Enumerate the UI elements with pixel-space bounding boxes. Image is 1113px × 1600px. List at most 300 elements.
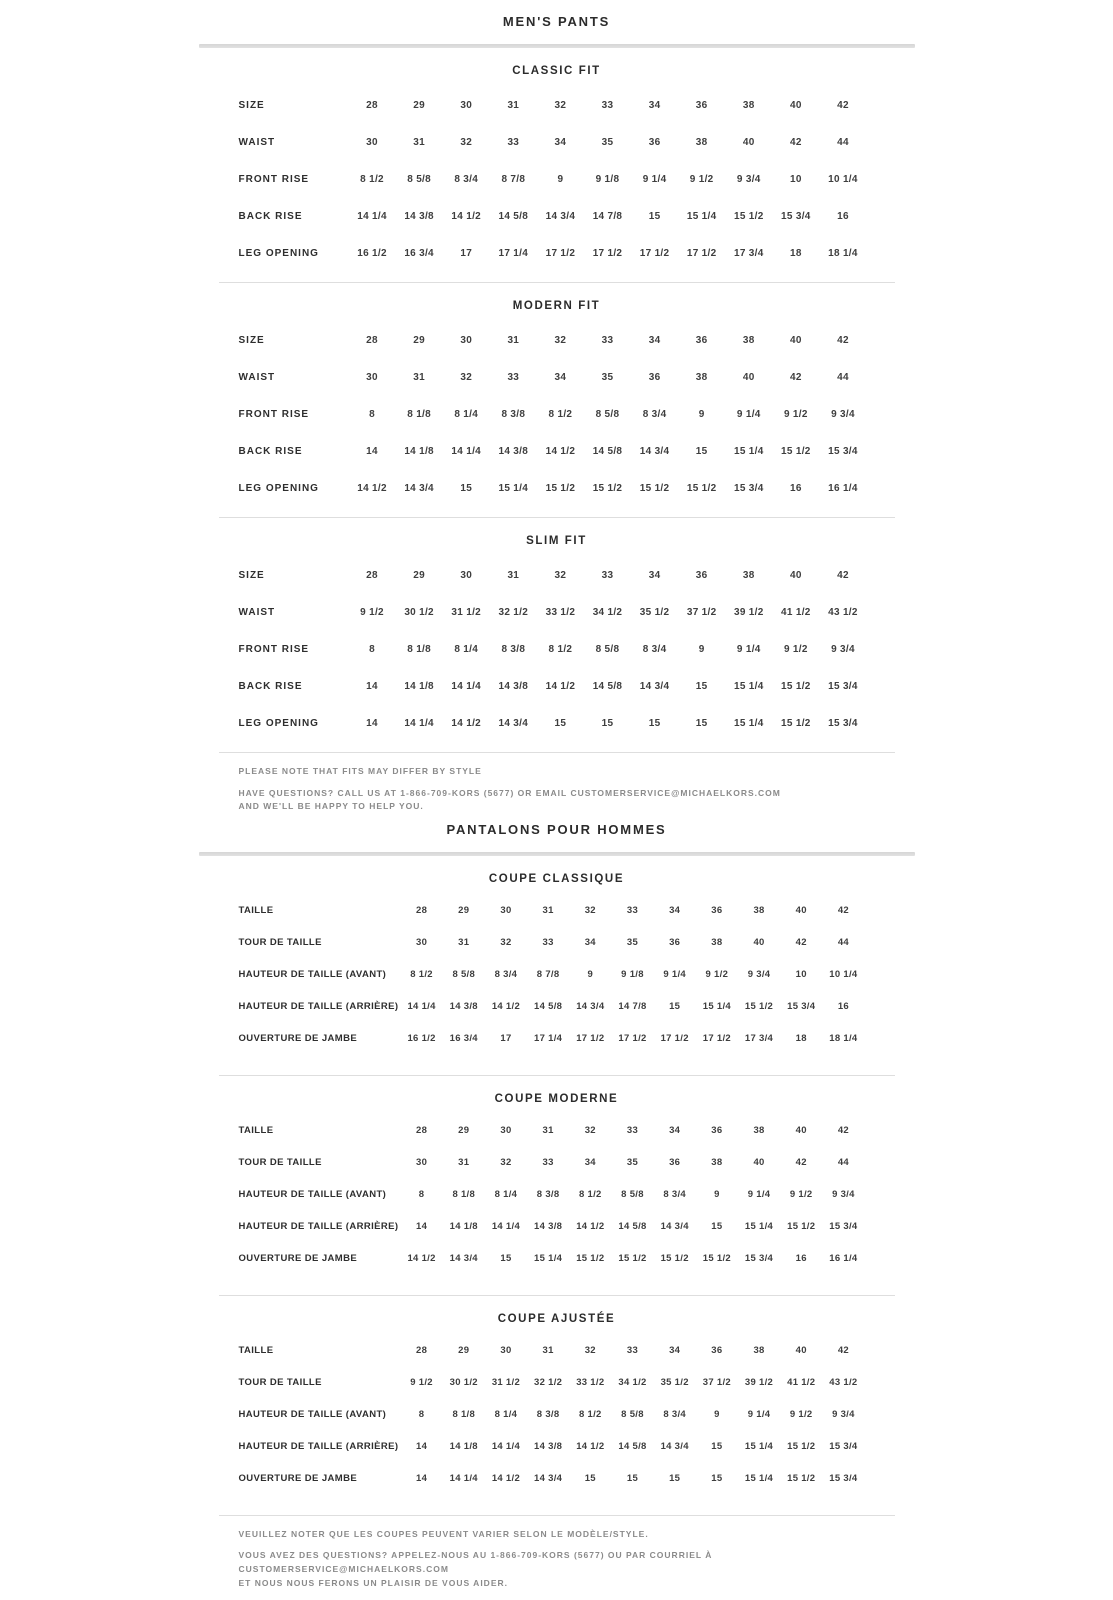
- cell-value: 16 1/2: [407, 1033, 436, 1045]
- cell-value: 34: [648, 335, 661, 346]
- table-row: [199, 1367, 915, 1399]
- cell-value: 14 1/2: [357, 483, 387, 494]
- cell-value: 8 1/2: [548, 409, 573, 420]
- row-label: HAUTEUR DE TAILLE (AVANT): [238, 969, 387, 981]
- cell-value: 14 5/8: [534, 1001, 563, 1013]
- section-divider: [219, 517, 895, 518]
- cell-value: 28: [366, 100, 378, 111]
- row-label: HAUTEUR DE TAILLE (ARRIÈRE): [238, 1441, 399, 1453]
- row-label: FRONT RISE: [238, 174, 310, 185]
- row-label: WAIST: [238, 137, 276, 148]
- table-row: [199, 322, 915, 359]
- cell-value: 14 3/4: [576, 1001, 605, 1013]
- coupe-classique-table: [199, 895, 915, 1055]
- section-modern-fit: [199, 300, 915, 507]
- cell-value: 34 1/2: [592, 607, 623, 618]
- cell-value: 17 1/4: [534, 1033, 563, 1045]
- cell-value: 8 1/4: [494, 1409, 518, 1421]
- cell-value: 17: [460, 248, 473, 259]
- cell-value: 8 3/4: [663, 1409, 686, 1421]
- cell-value: 14 1/2: [451, 718, 482, 729]
- cell-value: 30: [500, 1345, 512, 1357]
- cell-value: 29: [413, 335, 425, 346]
- table-row: [199, 991, 915, 1023]
- cell-value: 8 3/8: [501, 409, 526, 420]
- table-row: [199, 1179, 915, 1211]
- cell-value: 32: [554, 570, 567, 581]
- cell-value: 30: [500, 905, 512, 917]
- cell-value: 8 1/8: [407, 644, 431, 655]
- row-label: TAILLE: [238, 905, 274, 917]
- cell-value: 28: [366, 335, 378, 346]
- cell-value: 15: [584, 1473, 596, 1485]
- cell-value: 42: [789, 137, 802, 148]
- cell-value: 40: [789, 570, 802, 581]
- row-label: BACK RISE: [238, 211, 303, 222]
- header-divider-fr: [199, 852, 915, 856]
- cell-value: 16 3/4: [404, 248, 434, 259]
- fit-note-fr: VEUILLEZ NOTER QUE LES COUPES PEUVENT VARIER SELON LE MODÈLE/STYLE.: [238, 1528, 649, 1539]
- slim-fit-table: [199, 557, 915, 742]
- cell-value: 38: [711, 937, 723, 949]
- row-label: HAUTEUR DE TAILLE (ARRIÈRE): [238, 1221, 399, 1233]
- cell-value: 34: [554, 372, 567, 383]
- cell-value: 17: [500, 1033, 512, 1045]
- cell-value: 15 3/4: [828, 681, 858, 692]
- section-slim-fit: [199, 535, 915, 742]
- cell-value: 16 1/4: [829, 1253, 858, 1265]
- cell-value: 8 3/4: [454, 174, 479, 185]
- cell-value: 32 1/2: [498, 607, 529, 618]
- cell-value: 8: [418, 1189, 425, 1201]
- cell-value: 14 1/4: [407, 1001, 436, 1013]
- table-row: [199, 1463, 915, 1495]
- cell-value: 14 1/2: [451, 211, 482, 222]
- table-row: [199, 594, 915, 631]
- table-row: [199, 631, 915, 668]
- cell-value: 38: [695, 137, 708, 148]
- size-guide-page: [199, 0, 915, 1590]
- cell-value: 33: [507, 137, 520, 148]
- cell-value: 9: [714, 1409, 720, 1421]
- cell-value: 8 1/4: [454, 644, 479, 655]
- cell-value: 33 1/2: [545, 607, 576, 618]
- cell-value: 8 1/8: [407, 409, 431, 420]
- cell-value: 15 3/4: [829, 1441, 858, 1453]
- cell-value: 14 5/8: [592, 446, 623, 457]
- cell-value: 14: [416, 1221, 428, 1233]
- cell-value: 33: [507, 372, 520, 383]
- cell-value: 14 1/8: [404, 446, 434, 457]
- cell-value: 9 3/4: [832, 1409, 855, 1421]
- cell-value: 35 1/2: [660, 1377, 689, 1389]
- section-divider: [219, 752, 895, 753]
- table-row: [199, 161, 915, 198]
- cell-value: 35 1/2: [639, 607, 670, 618]
- cell-value: 15 1/4: [744, 1221, 774, 1233]
- cell-value: 17 1/2: [686, 248, 717, 259]
- cell-value: 9 1/8: [595, 174, 620, 185]
- cell-value: 15 1/2: [781, 446, 811, 457]
- cell-value: 14 1/4: [451, 446, 482, 457]
- cell-value: 32: [584, 905, 596, 917]
- cell-value: 31: [542, 905, 554, 917]
- cell-value: 8 1/4: [454, 409, 479, 420]
- cell-value: 35: [626, 937, 639, 949]
- cell-value: 9 1/4: [736, 409, 761, 420]
- cell-value: 15 3/4: [828, 718, 858, 729]
- cell-value: 15 1/2: [660, 1253, 689, 1265]
- cell-value: 39 1/2: [733, 607, 764, 618]
- cell-value: 9 1/2: [689, 174, 714, 185]
- cell-value: 15 3/4: [829, 1221, 858, 1233]
- cell-value: 8 5/8: [595, 644, 620, 655]
- cell-value: 15 1/4: [733, 446, 764, 457]
- cell-value: 14: [416, 1473, 428, 1485]
- row-label: OUVERTURE DE JAMBE: [238, 1473, 358, 1485]
- cell-value: 30: [500, 1125, 512, 1137]
- row-label: SIZE: [238, 335, 265, 346]
- cell-value: 14 1/4: [491, 1441, 521, 1453]
- table-row: [199, 1431, 915, 1463]
- row-label: TOUR DE TAILLE: [238, 1377, 322, 1389]
- cell-value: 15 1/2: [702, 1253, 731, 1265]
- cell-value: 35: [601, 137, 614, 148]
- cell-value: 42: [837, 1125, 849, 1137]
- cell-value: 16 1/2: [357, 248, 387, 259]
- cell-value: 8 1/8: [452, 1189, 476, 1201]
- row-label: SIZE: [238, 100, 265, 111]
- cell-value: 32: [460, 137, 473, 148]
- cell-value: 9 3/4: [831, 409, 855, 420]
- cell-value: 14 3/8: [534, 1221, 563, 1233]
- cell-value: 14 3/8: [404, 211, 434, 222]
- cell-value: 8 1/2: [410, 969, 433, 981]
- cell-value: 10 1/4: [829, 969, 858, 981]
- section-classic-fit: [199, 65, 915, 272]
- coupe-moderne-table: [199, 1115, 915, 1275]
- table-row: [199, 124, 915, 161]
- cell-value: 15: [669, 1473, 681, 1485]
- cell-value: 14 3/4: [639, 681, 670, 692]
- cell-value: 16 3/4: [449, 1033, 478, 1045]
- cell-value: 42: [837, 335, 849, 346]
- cell-value: 9 1/8: [621, 969, 644, 981]
- cell-value: 15 1/4: [702, 1001, 731, 1013]
- cell-value: 38: [711, 1157, 723, 1169]
- section-coupe-moderne: [199, 1093, 915, 1275]
- cell-value: 8 3/4: [663, 1189, 686, 1201]
- cell-value: 15: [554, 718, 567, 729]
- table-row: [199, 1211, 915, 1243]
- cell-value: 42: [795, 1157, 807, 1169]
- table-row: [199, 1335, 915, 1367]
- cell-value: 33: [626, 1125, 639, 1137]
- cell-value: 30: [366, 372, 378, 383]
- cell-value: 14: [366, 718, 378, 729]
- row-label: WAIST: [238, 607, 276, 618]
- cell-value: 8: [418, 1409, 425, 1421]
- cell-value: 14 3/8: [498, 681, 529, 692]
- cell-value: 15 1/2: [576, 1253, 605, 1265]
- cell-value: 34 1/2: [618, 1377, 647, 1389]
- row-label: LEG OPENING: [238, 248, 319, 259]
- cell-value: 44: [837, 137, 849, 148]
- cell-value: 35: [601, 372, 614, 383]
- cell-value: 9 1/2: [789, 1409, 813, 1421]
- cell-value: 14 3/8: [498, 446, 529, 457]
- cell-value: 14 3/4: [639, 446, 670, 457]
- cell-value: 32 1/2: [534, 1377, 563, 1389]
- cell-value: 9 3/4: [736, 174, 761, 185]
- questions-line1-fr: VOUS AVEZ DES QUESTIONS? APPELEZ-NOUS AU 1-866-709-KORS (5677) OU PAR COURRIEL À CUSTOMERSERVICE@MICHAELKORS.COM: [238, 1550, 713, 1574]
- cell-value: 8 1/4: [494, 1189, 518, 1201]
- cell-value: 28: [416, 1125, 428, 1137]
- cell-value: 14 1/2: [545, 681, 576, 692]
- cell-value: 16: [789, 483, 802, 494]
- fit-note-en: PLEASE NOTE THAT FITS MAY DIFFER BY STYLE: [238, 766, 482, 776]
- cell-value: 34: [554, 137, 567, 148]
- cell-value: 33: [601, 335, 614, 346]
- cell-value: 8 5/8: [407, 174, 431, 185]
- cell-value: 29: [458, 905, 470, 917]
- cell-value: 9 1/4: [642, 174, 667, 185]
- cell-value: 17 1/2: [660, 1033, 689, 1045]
- cell-value: 40: [795, 1125, 807, 1137]
- row-label: HAUTEUR DE TAILLE (ARRIÈRE): [238, 1001, 399, 1013]
- cell-value: 15: [648, 718, 661, 729]
- cell-value: 14 1/8: [404, 681, 434, 692]
- cell-value: 9 3/4: [831, 644, 855, 655]
- cell-value: 15: [626, 1473, 639, 1485]
- cell-value: 37 1/2: [686, 607, 717, 618]
- cell-value: 38: [753, 1125, 765, 1137]
- cell-value: 9 1/2: [783, 409, 808, 420]
- row-label: WAIST: [238, 372, 276, 383]
- cell-value: 9 1/4: [663, 969, 686, 981]
- cell-value: 14 1/4: [451, 681, 482, 692]
- cell-value: 44: [837, 1157, 849, 1169]
- cell-value: 15 1/2: [787, 1441, 816, 1453]
- table-row: [199, 895, 915, 927]
- cell-value: 14 1/2: [491, 1473, 521, 1485]
- cell-value: 15 1/4: [534, 1253, 563, 1265]
- cell-value: 15: [695, 446, 708, 457]
- cell-value: 33: [601, 100, 614, 111]
- cell-value: 14 7/8: [618, 1001, 647, 1013]
- cell-value: 8 1/2: [360, 174, 384, 185]
- section-divider: [219, 1075, 895, 1076]
- cell-value: 36: [711, 1345, 723, 1357]
- classic-fit-table: [199, 87, 915, 272]
- row-label: FRONT RISE: [238, 409, 310, 420]
- section-coupe-ajustee: [199, 1313, 915, 1495]
- table-row: [199, 927, 915, 959]
- cell-value: 41 1/2: [781, 607, 811, 618]
- section-title-coupe-classique: COUPE CLASSIQUE: [488, 872, 625, 885]
- cell-value: 31: [413, 137, 425, 148]
- cell-value: 15 3/4: [829, 1473, 858, 1485]
- cell-value: 15 1/4: [744, 1473, 774, 1485]
- row-label: LEG OPENING: [238, 718, 319, 729]
- cell-value: 8 1/8: [452, 1409, 476, 1421]
- cell-value: 34: [669, 905, 681, 917]
- coupe-ajustee-table: [199, 1335, 915, 1495]
- cell-value: 30 1/2: [404, 607, 434, 618]
- cell-value: 14 3/4: [545, 211, 576, 222]
- cell-value: 31: [542, 1125, 554, 1137]
- section-coupe-classique: [199, 873, 915, 1055]
- cell-value: 31: [507, 100, 520, 111]
- cell-value: 8: [369, 644, 375, 655]
- cell-value: 30: [416, 1157, 428, 1169]
- cell-value: 44: [837, 372, 849, 383]
- row-label: TAILLE: [238, 1125, 274, 1137]
- cell-value: 32: [584, 1125, 596, 1137]
- header-divider: [199, 44, 915, 48]
- cell-value: 14 3/8: [534, 1441, 563, 1453]
- cell-value: 14 7/8: [592, 211, 623, 222]
- cell-value: 14 5/8: [592, 681, 623, 692]
- cell-value: 9: [557, 174, 564, 185]
- page-title-mens-pants: MEN'S PANTS: [502, 14, 611, 29]
- cell-value: 15 1/2: [744, 1001, 774, 1013]
- cell-value: 8 1/2: [578, 1409, 602, 1421]
- cell-value: 15 1/4: [733, 681, 764, 692]
- page-title-pantalons-pour-hommes: PANTALONS POUR HOMMES: [446, 821, 667, 837]
- cell-value: 15 1/2: [618, 1253, 647, 1265]
- cell-value: 42: [837, 905, 849, 917]
- cell-value: 16 1/4: [828, 483, 858, 494]
- cell-value: 18 1/4: [829, 1033, 858, 1045]
- cell-value: 29: [413, 570, 425, 581]
- cell-value: 9 3/4: [832, 1189, 855, 1201]
- questions-note-en: [239, 787, 875, 814]
- cell-value: 9: [714, 1189, 720, 1201]
- cell-value: 8 3/8: [536, 1409, 560, 1421]
- table-row: [199, 470, 915, 507]
- cell-value: 36: [648, 137, 661, 148]
- cell-value: 29: [458, 1345, 470, 1357]
- cell-value: 15: [601, 718, 614, 729]
- cell-value: 36: [711, 905, 723, 917]
- cell-value: 40: [789, 100, 802, 111]
- cell-value: 15: [711, 1473, 723, 1485]
- table-row: [199, 396, 915, 433]
- cell-value: 17 1/2: [576, 1033, 605, 1045]
- cell-value: 36: [711, 1125, 723, 1137]
- cell-value: 31 1/2: [491, 1377, 521, 1389]
- cell-value: 36: [669, 937, 681, 949]
- cell-value: 18: [795, 1033, 807, 1045]
- cell-value: 38: [695, 372, 708, 383]
- cell-value: 34: [669, 1345, 681, 1357]
- cell-value: 40: [742, 372, 755, 383]
- cell-value: 15 1/4: [686, 211, 717, 222]
- cell-value: 10: [795, 969, 807, 981]
- questions-note-fr: [239, 1549, 875, 1590]
- cell-value: 8 3/4: [642, 409, 667, 420]
- table-row: [199, 1399, 915, 1431]
- cell-value: 17 1/2: [545, 248, 576, 259]
- cell-value: 8 3/4: [642, 644, 667, 655]
- cell-value: 34: [584, 937, 596, 949]
- cell-value: 9 1/2: [360, 607, 384, 618]
- cell-value: 15: [669, 1001, 681, 1013]
- cell-value: 17 1/2: [592, 248, 623, 259]
- cell-value: 9 3/4: [747, 969, 771, 981]
- table-row: [199, 557, 915, 594]
- cell-value: 40: [789, 335, 802, 346]
- cell-value: 14 3/4: [660, 1441, 689, 1453]
- cell-value: 10 1/4: [828, 174, 858, 185]
- cell-value: 41 1/2: [787, 1377, 816, 1389]
- cell-value: 18 1/4: [828, 248, 858, 259]
- cell-value: 40: [753, 1157, 765, 1169]
- english-notes: [239, 765, 875, 814]
- cell-value: 14 3/4: [498, 718, 529, 729]
- cell-value: 15 3/4: [787, 1001, 816, 1013]
- cell-value: 8 5/8: [621, 1409, 644, 1421]
- cell-value: 15 1/2: [686, 483, 717, 494]
- cell-value: 43 1/2: [828, 607, 858, 618]
- row-label: BACK RISE: [238, 446, 303, 457]
- section-divider: [219, 1295, 895, 1296]
- cell-value: 14 1/4: [357, 211, 387, 222]
- cell-value: 14 3/8: [449, 1001, 478, 1013]
- cell-value: 31: [542, 1345, 554, 1357]
- cell-value: 15 1/4: [733, 718, 764, 729]
- cell-value: 42: [837, 1345, 849, 1357]
- cell-value: 32: [500, 937, 512, 949]
- cell-value: 15 3/4: [781, 211, 811, 222]
- cell-value: 9: [698, 644, 705, 655]
- cell-value: 28: [366, 570, 378, 581]
- cell-value: 16: [837, 211, 849, 222]
- cell-value: 15 1/2: [781, 718, 811, 729]
- table-row: [199, 433, 915, 470]
- cell-value: 29: [413, 100, 425, 111]
- table-row: [199, 235, 915, 272]
- table-row: [199, 1243, 915, 1275]
- cell-value: 32: [500, 1157, 512, 1169]
- cell-value: 14 3/4: [449, 1253, 478, 1265]
- cell-value: 8 3/8: [536, 1189, 560, 1201]
- cell-value: 38: [753, 905, 765, 917]
- cell-value: 33: [601, 570, 614, 581]
- section-title-coupe-moderne: COUPE MODERNE: [494, 1092, 619, 1105]
- cell-value: 9: [698, 409, 705, 420]
- cell-value: 38: [742, 335, 755, 346]
- cell-value: 9 1/2: [789, 1189, 813, 1201]
- cell-value: 34: [648, 570, 661, 581]
- questions-line2-fr: ET NOUS NOUS FERONS UN PLAISIR DE VOUS AIDER.: [238, 1577, 508, 1588]
- cell-value: 14 3/4: [404, 483, 434, 494]
- row-label: OUVERTURE DE JAMBE: [238, 1253, 358, 1265]
- cell-value: 30 1/2: [449, 1377, 478, 1389]
- section-title-coupe-ajustee: COUPE AJUSTÉE: [497, 1312, 616, 1325]
- cell-value: 14 5/8: [618, 1441, 647, 1453]
- cell-value: 36: [669, 1157, 681, 1169]
- cell-value: 31: [507, 570, 520, 581]
- cell-value: 37 1/2: [702, 1377, 731, 1389]
- questions-line1-en: HAVE QUESTIONS? CALL US AT 1-866-709-KORS (5677) OR EMAIL CUSTOMERSERVICE@MICHAELKORS.COM: [238, 787, 781, 798]
- cell-value: 40: [795, 1345, 807, 1357]
- section-title-classic-fit: CLASSIC FIT: [512, 65, 601, 77]
- cell-value: 15 1/4: [744, 1441, 774, 1453]
- cell-value: 36: [695, 335, 708, 346]
- cell-value: 15 1/2: [787, 1473, 816, 1485]
